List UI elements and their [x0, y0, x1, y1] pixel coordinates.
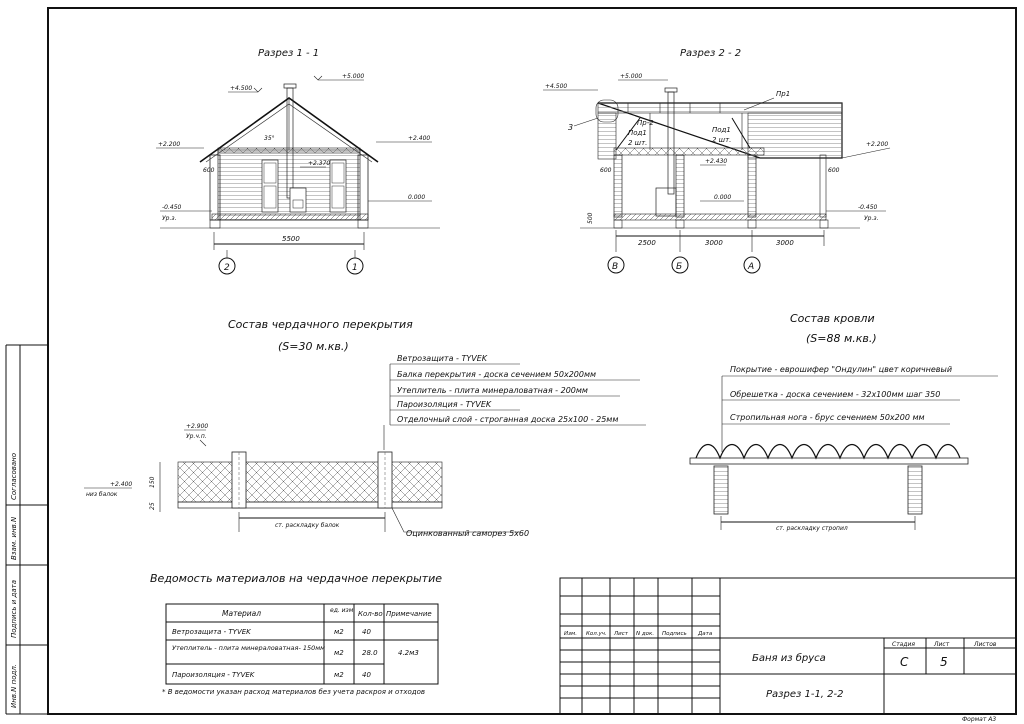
attic-layer-2: Балка перекрытия - доска сечением 50х200мм: [397, 370, 597, 379]
tb-col-change: Изм.: [564, 631, 577, 637]
col-unit: ед. изм.: [330, 607, 356, 614]
roof-angle: 35°: [264, 135, 275, 142]
level-ground-label: Ур.з.: [162, 215, 177, 222]
batten: [690, 458, 968, 464]
tb-col-sheet: Лист: [614, 631, 628, 637]
tb-sheets-label: Листов: [974, 641, 997, 648]
materials-title: Ведомость материалов на чердачное перекрытие: [150, 572, 442, 585]
volume-note: 4.2м3: [398, 649, 419, 657]
attic-layer-5: Отделочный слой - строганная доска 25х100 - 25мм: [397, 415, 619, 424]
level-eave-top-2: +4.500: [545, 83, 568, 90]
table-row: Пароизоляция - TYVEK: [172, 671, 255, 679]
roof-title: Состав кровли: [790, 312, 875, 325]
dim-600-left: 600: [600, 167, 612, 174]
ondulin-sheet: [696, 445, 960, 459]
span-2500: 2500: [638, 239, 656, 247]
row-unit: м2: [334, 649, 344, 657]
tb-stage-label: Стадия: [892, 641, 916, 648]
axis-1: 1: [352, 263, 358, 273]
stamp-agreed: Согласовано: [10, 452, 18, 500]
insulation-layer: [178, 462, 442, 502]
roof-layer-3: Стропильная нога - брус сечением 50х200 мм: [730, 413, 925, 422]
dim-600: 600: [203, 167, 215, 174]
dim-600-right: 600: [828, 167, 840, 174]
roof-layer-2: Обрешетка - доска сечением - 32х100мм шаг 350: [730, 390, 941, 399]
materials-footnote: * В ведомости указан расход материалов без учета раскроя и отходов: [162, 688, 425, 696]
title-block: [560, 578, 1016, 723]
table-row: Утеплитель - плита минераловатная- 150мм: [172, 644, 326, 652]
section-1-1-title: Разрез 1 - 1: [258, 48, 320, 59]
axis-b: Б: [676, 262, 683, 272]
attic-level-beam-label: низ балок: [86, 491, 118, 498]
dim-150: 150: [149, 476, 156, 488]
level-floor: 0.000: [408, 194, 426, 201]
tb-format: Формат А3: [962, 716, 997, 723]
rafter-right: [908, 466, 922, 514]
stove-2: [656, 188, 676, 216]
stamp-sign-date: Подпись и дата: [10, 580, 18, 638]
side-stamp: [6, 345, 48, 714]
roof-composition: [690, 312, 998, 532]
beam-spacing: ст. раскладку балок: [275, 522, 340, 529]
callout-3-label: 3: [568, 123, 574, 132]
level-floor-2: 0.000: [714, 194, 732, 201]
screw-label: Оцинкованный саморез 5х60: [406, 529, 530, 538]
col-material: Материал: [222, 609, 262, 618]
axis-v: В: [612, 262, 619, 272]
label-pod1-a-count: 2 шт.: [628, 139, 648, 147]
section-2-2: [543, 48, 890, 273]
label-pod1-a: Под1: [628, 129, 647, 137]
tb-col-count: Кол.уч.: [586, 631, 607, 637]
label-pod1-b-count: 2 шт.: [712, 136, 732, 144]
row-unit: м2: [334, 671, 344, 679]
label-pr2: Пр-2: [637, 119, 654, 127]
tb-col-doc: N док.: [636, 631, 655, 637]
level-left-eave: +2.200: [158, 141, 181, 148]
tb-sheet-label: Лист: [934, 641, 950, 648]
tb-stage: С: [900, 655, 909, 669]
stamp-replace-inv: Взам. инв.N: [10, 516, 18, 560]
attic-layer-1: Ветрозащита - TYVEK: [397, 354, 488, 363]
span-5500: 5500: [282, 235, 300, 243]
level-ground: -0.450: [162, 204, 182, 211]
col-note: Примечание: [386, 610, 432, 618]
row-unit: м2: [334, 628, 344, 636]
level-ground-label-2: Ур.з.: [864, 215, 879, 222]
attic-level-top: +2.900: [186, 423, 209, 430]
tb-project: Баня из бруса: [752, 653, 826, 664]
attic-title: Состав чердачного перекрытия: [228, 318, 413, 331]
span-3000-b: 3000: [776, 239, 794, 247]
col-qty: Кол-во: [358, 610, 383, 618]
section-2-2-title: Разрез 2 - 2: [680, 48, 742, 59]
level-ceiling-2: +2.430: [705, 158, 728, 165]
table-row: Ветрозащита - TYVEK: [172, 628, 251, 636]
row-qty: 28.0: [362, 649, 378, 657]
attic-level-beam: +2.400: [110, 481, 133, 488]
label-pod1-b: Под1: [712, 126, 731, 134]
level-eave-top: +4.500: [230, 85, 253, 92]
level-right-eave: +2.400: [408, 135, 431, 142]
row-qty: 40: [362, 628, 371, 636]
tb-sheet-title: Разрез 1-1, 2-2: [766, 689, 844, 700]
label-pr1: Пр1: [776, 90, 791, 98]
rafter-left: [714, 466, 728, 514]
attic-layer-4: Пароизоляция - TYVEK: [397, 400, 492, 409]
attic-level-top-label: Ур.ч.п.: [186, 433, 207, 440]
section-1-1: [156, 48, 440, 274]
level-ridge: +5.000: [342, 73, 365, 80]
roof-area: (S=88 м.кв.): [806, 332, 877, 345]
level-ground-2: -0.450: [858, 204, 878, 211]
level-ceiling: +2.370: [308, 160, 331, 167]
sheet-frame: [48, 8, 1016, 714]
stamp-inv-orig: Инв.N подл.: [10, 663, 18, 708]
dim-500: 500: [587, 212, 594, 224]
dim-25: 25: [149, 502, 156, 510]
row-qty: 40: [362, 671, 371, 679]
axis-a: А: [748, 262, 755, 272]
attic-area: (S=30 м.кв.): [278, 340, 349, 353]
roof-layer-1: Покрытие - еврошифер "Ондулин" цвет коричневый: [730, 365, 953, 374]
materials-schedule: [150, 572, 442, 696]
tb-col-date: Дата: [698, 631, 713, 637]
span-3000-a: 3000: [705, 239, 723, 247]
axis-2: 2: [224, 263, 230, 273]
tb-sheet-number: 5: [940, 655, 948, 669]
tb-col-signature: Подпись: [662, 631, 687, 637]
level-right-eave-2: +2.200: [866, 141, 889, 148]
rafter-spacing: ст. раскладку стропил: [776, 525, 848, 532]
level-ridge-2: +5.000: [620, 73, 643, 80]
attic-floor-composition: [84, 318, 646, 538]
attic-layer-3: Утеплитель - плита минераловатная - 200мм: [397, 386, 588, 395]
